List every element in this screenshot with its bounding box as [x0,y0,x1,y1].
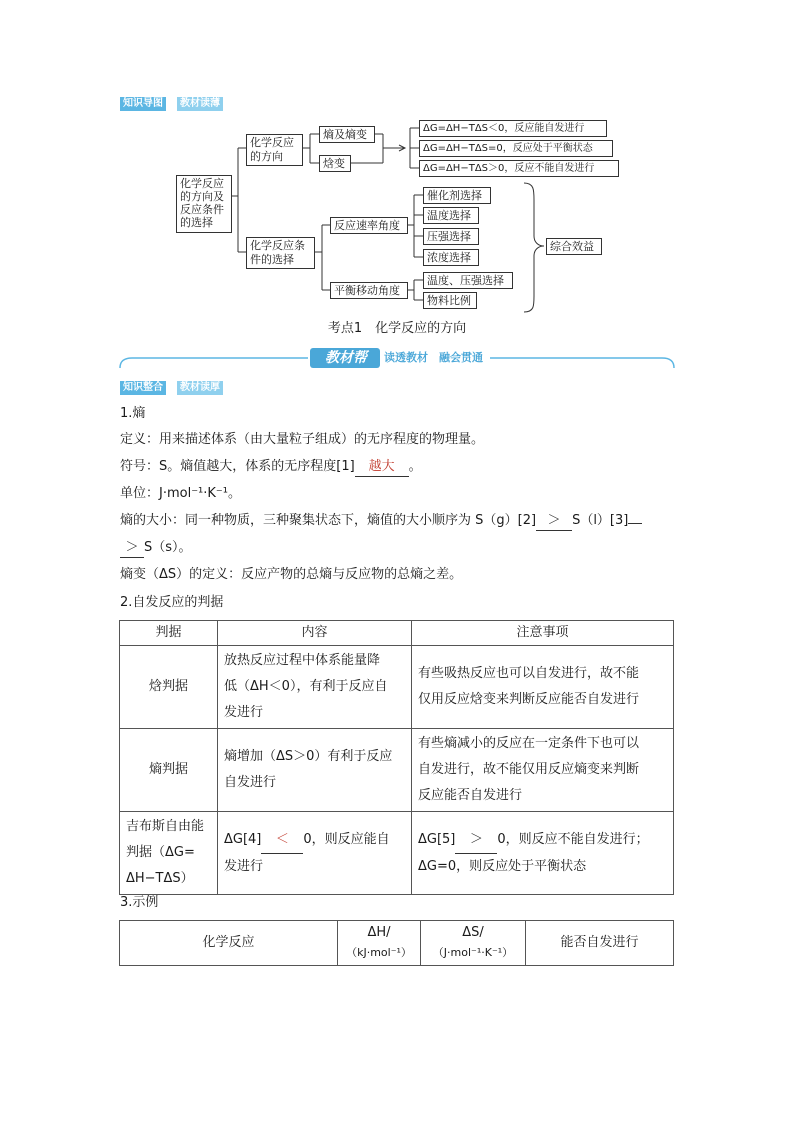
delta-s-unit: （J·mol⁻¹·K⁻¹） [432,946,514,959]
entropy-size-post: S（s）。 [144,540,192,555]
header-criterion: 判据 [120,621,218,646]
entropy-symbol-post: 。 [408,459,422,474]
entropy-change-definition: 熵变（ΔS）的定义：反应产物的总熵与反应物的总熵之差。 [120,567,463,582]
entropy-unit: 单位：J·mol⁻¹·K⁻¹。 [120,486,241,501]
mindmap-pressure-item: 压强选择 [423,228,479,245]
blank-3-answer: ＞ [120,539,144,558]
gibbs-criterion-content [218,812,412,895]
mindmap-temperature-item: 温度选择 [423,207,479,224]
note-line: 自发进行，故不能仅用反应熵变来判断 [418,762,640,777]
entropy-definition: 定义：用来描述体系（由大量粒子组成）的无序程度的物理量。 [120,432,485,447]
content-line: 低（ΔH＜0），有利于反应自 [224,679,388,694]
textbook-thin-tag: 教材读薄 [177,97,223,111]
mindmap-entropy-node: 熵及熵变 [319,126,375,143]
thicken-tag: 教材读厚 [177,381,223,395]
entropy-criterion-name: 熵判据 [120,729,218,812]
mindmap-result-nonspontaneous: ΔG=ΔH−TΔS＞0，反应不能自发进行 [419,160,619,177]
content-line: 熵增加（ΔS＞0）有利于反应 [224,749,393,764]
banner-subtitle: 读透教材 融会贯通 [384,351,483,364]
content-line: 发进行 [224,705,264,720]
table-row [120,646,674,729]
header-reaction: 化学反应 [120,921,338,966]
note-line [418,827,667,854]
gibbs-criterion-name [120,812,218,895]
enthalpy-criterion-content [218,646,412,729]
mindmap-branch-conditions: 化学反应条件的选择 [246,237,315,269]
note-pre: ΔG[5] [418,831,456,847]
note-line: 有些熵减小的反应在一定条件下也可以 [418,736,640,751]
entropy-symbol-line [120,458,422,477]
note-line: 仅用反应焓变来判断反应能否自发进行 [418,692,640,707]
sec2-heading: 2.自发反应的判据 [120,595,224,610]
entropy-criterion-content [218,729,412,812]
header-delta-h [338,921,421,966]
mindmap-root: 化学反应的方向及反应条件的选择 [176,175,232,233]
sec1-heading: 1.熵 [120,406,146,421]
content-line [224,827,405,854]
mindmap-equilibrium-node: 平衡移动角度 [330,282,408,299]
note-line: ΔG=0，则反应处于平衡状态 [418,858,587,874]
mindmap-enthalpy-node: 焓变 [319,155,351,172]
note-line: 反应能否自发进行 [418,788,523,803]
mindmap-branch-direction: 化学反应的方向 [246,134,303,166]
content-post: 0，则反应能自 [303,831,390,847]
entropy-criterion-note [412,729,674,812]
blank-2-answer: ＞ [536,512,572,531]
delta-s-label: ΔS/ [462,925,484,940]
name-line: 吉布斯自由能 [126,819,205,834]
mindmap-result-equilibrium: ΔG=ΔH−TΔS=0，反应处于平衡状态 [419,140,613,157]
entropy-size-line [120,512,642,531]
table-row [120,729,674,812]
header-delta-s [421,921,526,966]
knowledge-map-tag: 知识导图 [120,97,166,111]
note-line: 有些吸热反应也可以自发进行，故不能 [418,666,640,681]
name-line: 判据（ΔG= [126,845,195,860]
note-post: 0，则反应不能自发进行； [497,831,649,847]
blank-5-answer: ＞ [455,827,497,854]
integration-tag: 知识整合 [120,381,166,395]
header-spontaneous: 能否自发进行 [526,921,674,966]
blank-3-line-start [628,523,642,524]
header-content: 内容 [218,621,412,646]
blank-4-answer: ＜ [261,827,303,854]
mindmap-summary: 综合效益 [546,238,602,255]
criteria-table [119,620,674,895]
delta-h-unit: （kJ·mol⁻¹） [346,946,412,959]
mindmap-ratio-item: 物料比例 [423,292,477,309]
banner-title: 教材帮 [325,350,367,366]
mindmap-result-spontaneous: ΔG=ΔH−TΔS＜0，反应能自发进行 [419,120,607,137]
entropy-size-pre: 熵的大小：同一种物质，三种聚集状态下，熵值的大小顺序为 S（g）[2] [120,513,537,528]
content-pre: ΔG[4] [224,831,262,847]
enthalpy-criterion-note [412,646,674,729]
entropy-size-line2 [120,539,192,558]
mindmap-temp-pressure-item: 温度、压强选择 [423,272,513,289]
mindmap-catalyst-item: 催化剂选择 [423,187,491,204]
enthalpy-criterion-name: 焓判据 [120,646,218,729]
gibbs-criterion-note [412,812,674,895]
content-line: 自发进行 [224,775,277,790]
example-table [119,920,674,966]
mindmap-concentration-item: 浓度选择 [423,249,479,266]
section-title: 考点1 化学反应的方向 [327,321,467,336]
header-notes: 注意事项 [412,621,674,646]
table-row [120,812,674,895]
entropy-size-mid: S（l）[3] [572,513,629,528]
mindmap-rate-node: 反应速率角度 [330,217,408,234]
entropy-symbol-pre: 符号：S。熵值越大，体系的无序程度[1] [120,459,355,474]
sec3-heading: 3.示例 [120,895,159,910]
delta-h-label: ΔH/ [367,925,391,940]
name-line: ΔH−TΔS） [126,871,194,886]
blank-1-answer: 越大 [355,458,409,477]
content-line: 放热反应过程中体系能量降 [224,653,381,668]
content-line: 发进行 [224,858,264,874]
